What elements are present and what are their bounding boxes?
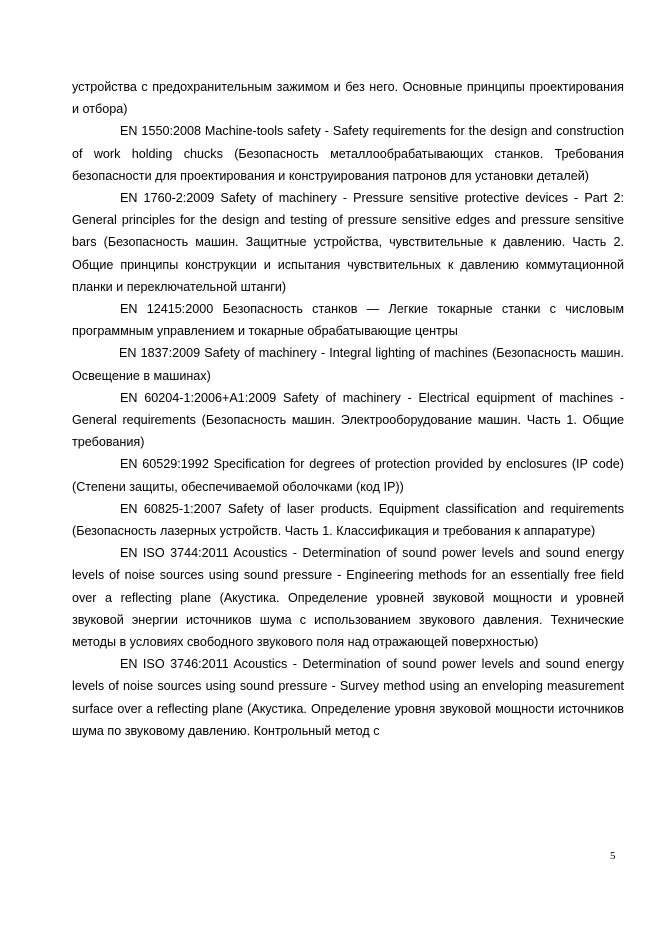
standard-entry-en-60204-1: EN 60204-1:2006+A1:2009 Safety of machinery - Electrical equipment of machines - General requirements (Безопасность машин. Электрооборудование машин. Часть 1. Общие требования)	[72, 390, 624, 450]
standard-entry-en-12415: EN 12415:2000 Безопасность станков — Легкие токарные станки с числовым программным управлением и токарные обрабатывающие центры	[72, 302, 624, 339]
paragraph-continuation: устройства с предохранительным зажимом и без него. Основные принципы проектирования и отбора)	[72, 80, 624, 117]
standard-entry-en-1837: EN 1837:2009 Safety of machinery - Integral lighting of machines (Безопасность машин. Освещение в машинах)	[72, 346, 624, 383]
standard-entry-en-60529: EN 60529:1992 Specification for degrees of protection provided by enclosures (IP code) (Степени защиты, обеспечиваемой оболочками (код IP))	[72, 457, 624, 494]
standard-entry-en-1550: EN 1550:2008 Machine-tools safety - Safety requirements for the design and construction of work holding chucks (Безопасность металлообрабатывающих станков. Требования безопасности для проектирования и конструирования патронов для установки деталей)	[72, 124, 624, 183]
standard-entry-en-1760-2: EN 1760-2:2009 Safety of machinery - Pressure sensitive protective devices - Part 2: General principles for the design and testing of pressure sensitive edges and pressure sensitive bars (Безопасность машин. Защитные устройства, чувствительные к давлению. Часть 2. Общие принципы конструкции и испытания чувствительных к давлению коммутационной планки и переключательной штанги)	[72, 191, 624, 294]
standard-entry-en-60825-1: EN 60825-1:2007 Safety of laser products. Equipment classification and requirements (Безопасность лазерных устройств. Часть 1. Классификация и требования к аппаратуре)	[72, 501, 624, 539]
standard-entry-en-iso-3746: EN ISO 3746:2011 Acoustics - Determination of sound power levels and sound energy levels of noise sources using sound pressure - Survey method using an enveloping measurement surface over a reflecting plane (Акустика. Определение уровня звуковой мощности источников шума по звуковому давлению. Контрольный метод с	[72, 657, 624, 738]
document-body	[72, 76, 624, 742]
standard-entry-en-iso-3744: EN ISO 3744:2011 Acoustics - Determination of sound power levels and sound energy levels of noise sources using sound pressure - Engineering methods for an essentially free field over a reflecting plane (Акустика. Определение уровней звуковой мощности и уровней звуковой энергии источников шума с использованием звукового давления. Технические методы в условиях свободного звукового поля над отражающей поверхностью)	[72, 546, 624, 650]
page-number: 5	[610, 850, 616, 862]
